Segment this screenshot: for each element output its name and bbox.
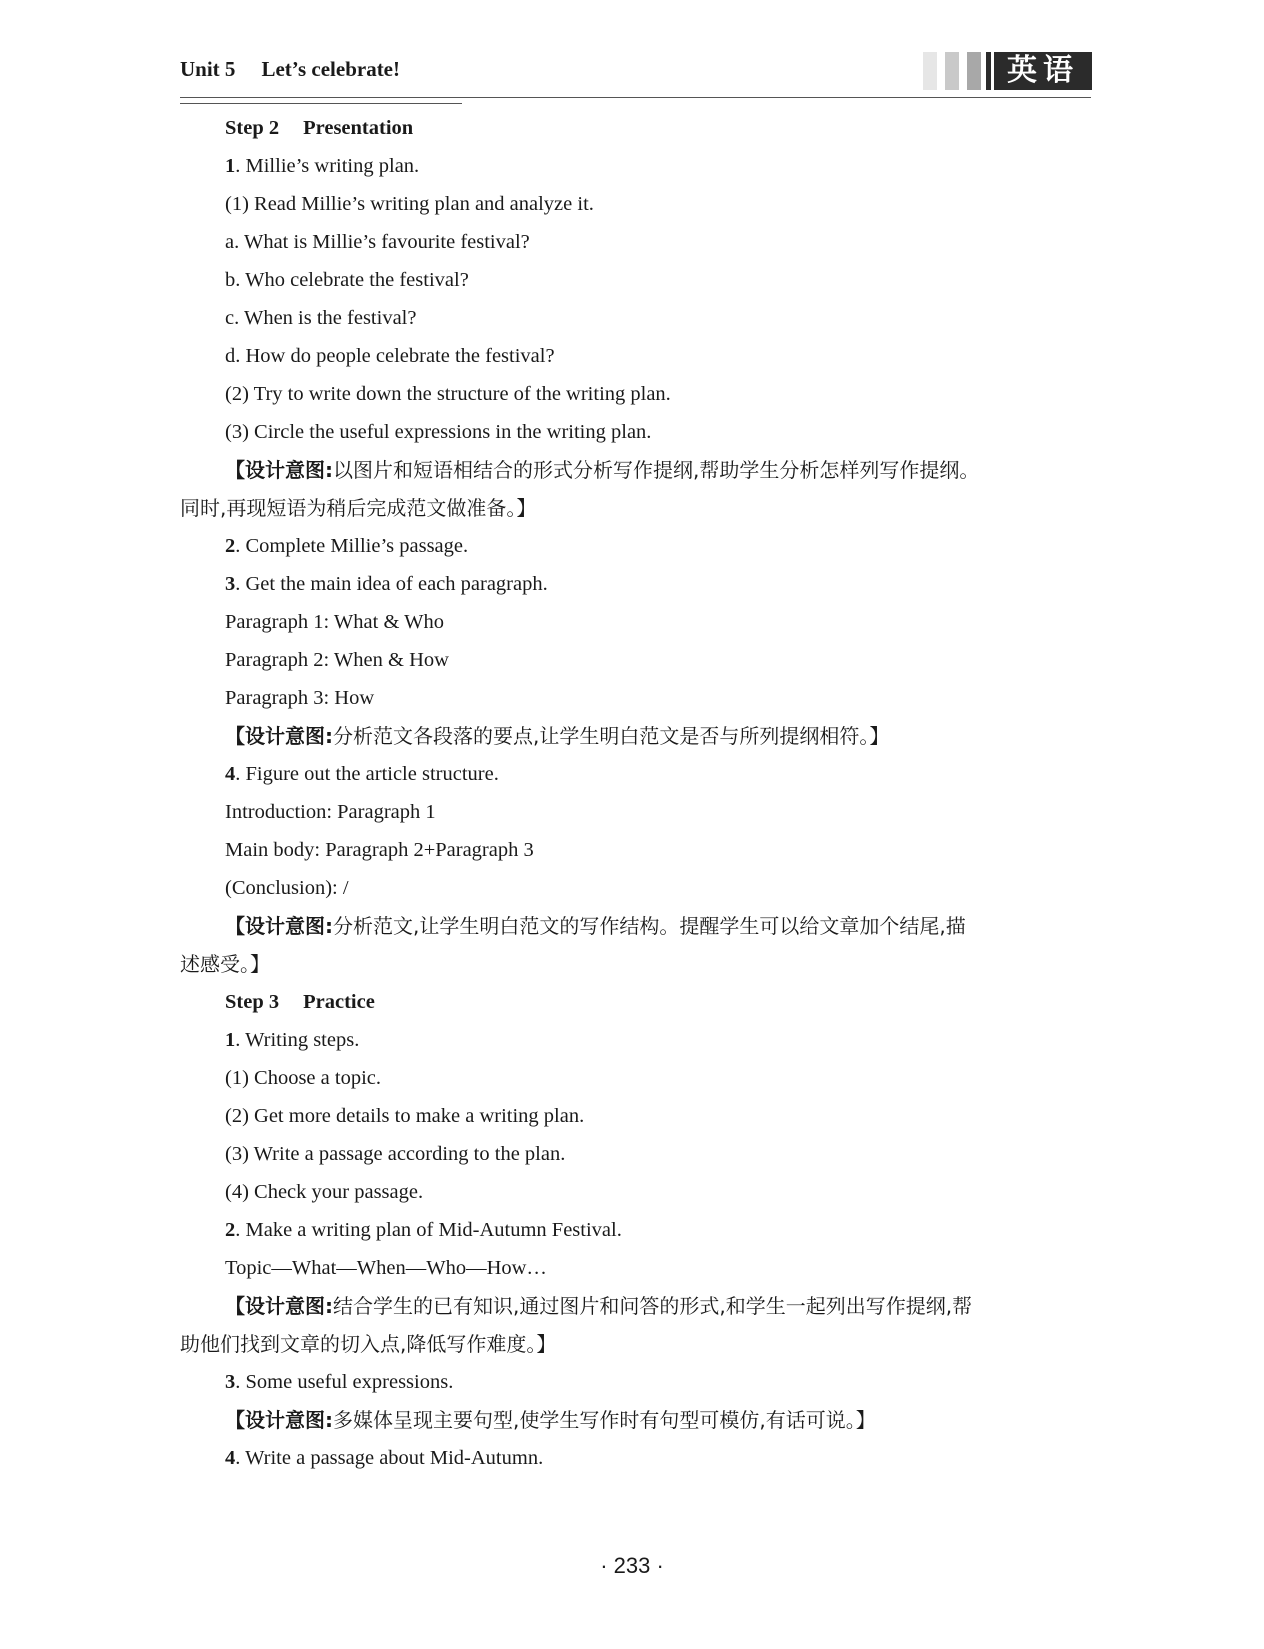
subject-badge: 英语 xyxy=(994,52,1092,90)
question-a: a. What is Millie’s favourite festival? xyxy=(225,231,530,253)
item-text: . Get the main idea of each paragraph. xyxy=(235,573,548,595)
step-number: Step 2 xyxy=(225,117,280,139)
step3-item4 xyxy=(180,1438,1092,1478)
step2-item3 xyxy=(180,564,1092,604)
unit-title xyxy=(180,57,400,82)
item-text: . Writing steps. xyxy=(235,1029,360,1051)
step-number: Step 3 xyxy=(225,991,280,1013)
item-text: . Figure out the article structure. xyxy=(235,763,499,785)
unit-name: Let’s celebrate! xyxy=(261,57,400,81)
note-text: 分析范文,让学生明白范文的写作结构。提醒学生可以给文章加个结尾,描 xyxy=(333,914,966,938)
structure-main-body: Main body: Paragraph 2+Paragraph 3 xyxy=(225,839,534,861)
step-title: Presentation xyxy=(303,117,414,139)
item-number: 4 xyxy=(225,1447,236,1469)
note-text: 多媒体呈现主要句型,使学生写作时有句型可模仿,有话可说。】 xyxy=(333,1408,876,1432)
question-c: c. When is the festival? xyxy=(225,307,417,329)
item-number: 1 xyxy=(225,1029,236,1051)
design-note-5 xyxy=(180,1400,1092,1440)
decor-bar xyxy=(967,52,981,90)
writing-step-1: (1) Choose a topic. xyxy=(225,1067,381,1089)
item-text: . Millie’s writing plan. xyxy=(235,155,420,177)
design-note-3-cont: 述感受。】 xyxy=(180,952,270,976)
decor-bar xyxy=(986,52,991,90)
step3-item3 xyxy=(180,1362,1092,1402)
note-tag: 【设计意图: xyxy=(225,724,333,748)
item-text: . Make a writing plan of Mid-Autumn Festival. xyxy=(235,1219,622,1241)
item-number: 4 xyxy=(225,763,236,785)
page-number: · 233 · xyxy=(600,1553,664,1578)
item-number: 3 xyxy=(225,1371,236,1393)
paragraph-2-idea: Paragraph 2: When & How xyxy=(225,649,449,671)
step3-item2 xyxy=(180,1210,1092,1250)
structure-introduction: Introduction: Paragraph 1 xyxy=(225,801,436,823)
step2-sub2: (2) Try to write down the structure of the writing plan. xyxy=(225,383,671,405)
step2-sub1: (1) Read Millie’s writing plan and analyze it. xyxy=(225,193,594,215)
step-title: Practice xyxy=(303,991,375,1013)
step2-item2 xyxy=(180,526,1092,566)
writing-step-2: (2) Get more details to make a writing plan. xyxy=(225,1105,585,1127)
item-number: 2 xyxy=(225,535,236,557)
note-tag: 【设计意图: xyxy=(225,914,333,938)
unit-label: Unit 5 xyxy=(180,57,236,81)
step3-item1 xyxy=(180,1020,1092,1060)
header-subrule xyxy=(180,103,462,104)
design-note-1-cont: 同时,再现短语为稍后完成范文做准备。】 xyxy=(180,496,537,520)
design-note-2 xyxy=(180,716,1092,756)
item-text: . Some useful expressions. xyxy=(235,1371,454,1393)
decor-bar xyxy=(945,52,959,90)
writing-step-3: (3) Write a passage according to the plan. xyxy=(225,1143,566,1165)
writing-step-4: (4) Check your passage. xyxy=(225,1181,424,1203)
step2-item4 xyxy=(180,754,1092,794)
decor-bar xyxy=(923,52,937,90)
note-tag: 【设计意图: xyxy=(225,458,333,482)
design-note-4-cont: 助他们找到文章的切入点,降低写作难度。】 xyxy=(180,1332,557,1356)
structure-conclusion: (Conclusion): / xyxy=(225,877,349,899)
note-text: 以图片和短语相结合的形式分析写作提纲,帮助学生分析怎样列写作提纲。 xyxy=(333,458,980,482)
note-text: 结合学生的已有知识,通过图片和问答的形式,和学生一起列出写作提纲,帮 xyxy=(333,1294,973,1318)
paragraph-3-idea: Paragraph 3: How xyxy=(225,687,375,709)
question-b: b. Who celebrate the festival? xyxy=(225,269,469,291)
item-number: 2 xyxy=(225,1219,236,1241)
note-tag: 【设计意图: xyxy=(225,1294,333,1318)
topic-outline: Topic—What—When—Who—How… xyxy=(225,1257,547,1279)
design-note-3 xyxy=(180,906,1092,946)
item-text: . Write a passage about Mid-Autumn. xyxy=(235,1447,544,1469)
item-number: 1 xyxy=(225,155,236,177)
note-tag: 【设计意图: xyxy=(225,1408,333,1432)
header-rule xyxy=(180,97,1091,98)
note-text: 分析范文各段落的要点,让学生明白范文是否与所列提纲相符。】 xyxy=(333,724,890,748)
item-text: . Complete Millie’s passage. xyxy=(235,535,469,557)
step2-sub3: (3) Circle the useful expressions in the writing plan. xyxy=(225,421,652,443)
page-header xyxy=(0,0,1264,110)
step2-item1 xyxy=(180,146,1092,186)
item-number: 3 xyxy=(225,573,236,595)
paragraph-1-idea: Paragraph 1: What & Who xyxy=(225,611,444,633)
step2-heading xyxy=(180,108,1092,148)
step3-heading xyxy=(180,982,1092,1022)
question-d: d. How do people celebrate the festival? xyxy=(225,345,555,367)
design-note-1 xyxy=(180,450,1092,490)
design-note-4 xyxy=(180,1286,1092,1326)
